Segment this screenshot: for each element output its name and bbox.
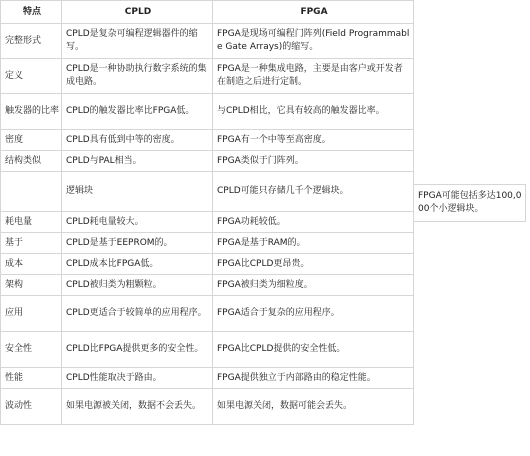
fpga-cell: FPGA类似于门阵列。 (213, 151, 414, 172)
cpld-cell: CPLD成本比FPGA低。 (62, 254, 213, 275)
table-row (1, 130, 414, 151)
cpld-cell: CPLD性能取决于路由。 (62, 368, 213, 389)
cpld-cell: CPLD的触发器比率比FPGA低。 (62, 94, 213, 130)
table-row (1, 296, 414, 332)
table-row (1, 332, 414, 368)
cpld-cell: CPLD比FPGA提供更多的安全性。 (62, 332, 213, 368)
fpga-cell: FPGA是基于RAM的。 (213, 233, 414, 254)
feature-cell: 触发器的比率 (1, 94, 62, 130)
feature-cell: 基于 (1, 233, 62, 254)
fpga-cell: FPGA有一个中等至高密度。 (213, 130, 414, 151)
table-row (1, 389, 414, 425)
table-row (1, 233, 414, 254)
header-fpga: FPGA (213, 1, 414, 24)
feature-cell (1, 172, 62, 212)
fpga-cell: FPGA比CPLD更昂贵。 (213, 254, 414, 275)
table-row (1, 212, 414, 233)
table-row (1, 254, 414, 275)
header-feature: 特点 (1, 1, 62, 24)
feature-cell: 安全性 (1, 332, 62, 368)
feature-cell: 结构类似 (1, 151, 62, 172)
cpld-cell: CPLD是复杂可编程逻辑器件的缩写。 (62, 24, 213, 59)
table-row (1, 94, 414, 130)
table-row (1, 368, 414, 389)
fpga-cell: FPGA比CPLD提供的安全性低。 (213, 332, 414, 368)
cpld-cell: CPLD被归类为粗颗粒。 (62, 275, 213, 296)
cpld-cell: 逻辑块 (62, 172, 213, 212)
feature-cell: 完整形式 (1, 24, 62, 59)
header-cpld: CPLD (62, 1, 213, 24)
feature-cell: 架构 (1, 275, 62, 296)
fpga-cell: FPGA提供独立于内部路由的稳定性能。 (213, 368, 414, 389)
cpld-cell: CPLD耗电量较大。 (62, 212, 213, 233)
table-row (1, 151, 414, 172)
feature-cell: 性能 (1, 368, 62, 389)
table-row (1, 172, 414, 212)
fpga-cell: FPGA是现场可编程门阵列(Field Programmable Gate Arrays)的缩写。 (213, 24, 414, 59)
table-row (1, 24, 414, 59)
table-row (1, 275, 414, 296)
fpga-cell: 与CPLD相比，它具有较高的触发器比率。 (213, 94, 414, 130)
overflow-cell: FPGA可能包括多达100,000个小逻辑块。 (413, 184, 526, 222)
feature-cell: 成本 (1, 254, 62, 275)
table-row (1, 59, 414, 94)
cpld-cell: CPLD与PAL相当。 (62, 151, 213, 172)
cpld-cell: CPLD是一种协助执行数字系统的集成电路。 (62, 59, 213, 94)
fpga-cell: FPGA适合于复杂的应用程序。 (213, 296, 414, 332)
fpga-cell: CPLD可能只存储几千个逻辑块。 (213, 172, 414, 212)
cpld-cell: CPLD是基于EEPROM的。 (62, 233, 213, 254)
feature-cell: 耗电量 (1, 212, 62, 233)
cpld-cell: CPLD更适合于较简单的应用程序。 (62, 296, 213, 332)
header-row (1, 1, 414, 24)
fpga-cell: FPGA被归类为细粒度。 (213, 275, 414, 296)
fpga-cell: FPGA是一种集成电路，主要是由客户或开发者在制造之后进行定制。 (213, 59, 414, 94)
feature-cell: 应用 (1, 296, 62, 332)
feature-cell: 波动性 (1, 389, 62, 425)
feature-cell: 密度 (1, 130, 62, 151)
feature-cell: 定义 (1, 59, 62, 94)
fpga-cell: FPGA功耗较低。 (213, 212, 414, 233)
cpld-cell: 如果电源被关闭，数据不会丢失。 (62, 389, 213, 425)
fpga-cell: 如果电源关闭，数据可能会丢失。 (213, 389, 414, 425)
cpld-cell: CPLD具有低到中等的密度。 (62, 130, 213, 151)
